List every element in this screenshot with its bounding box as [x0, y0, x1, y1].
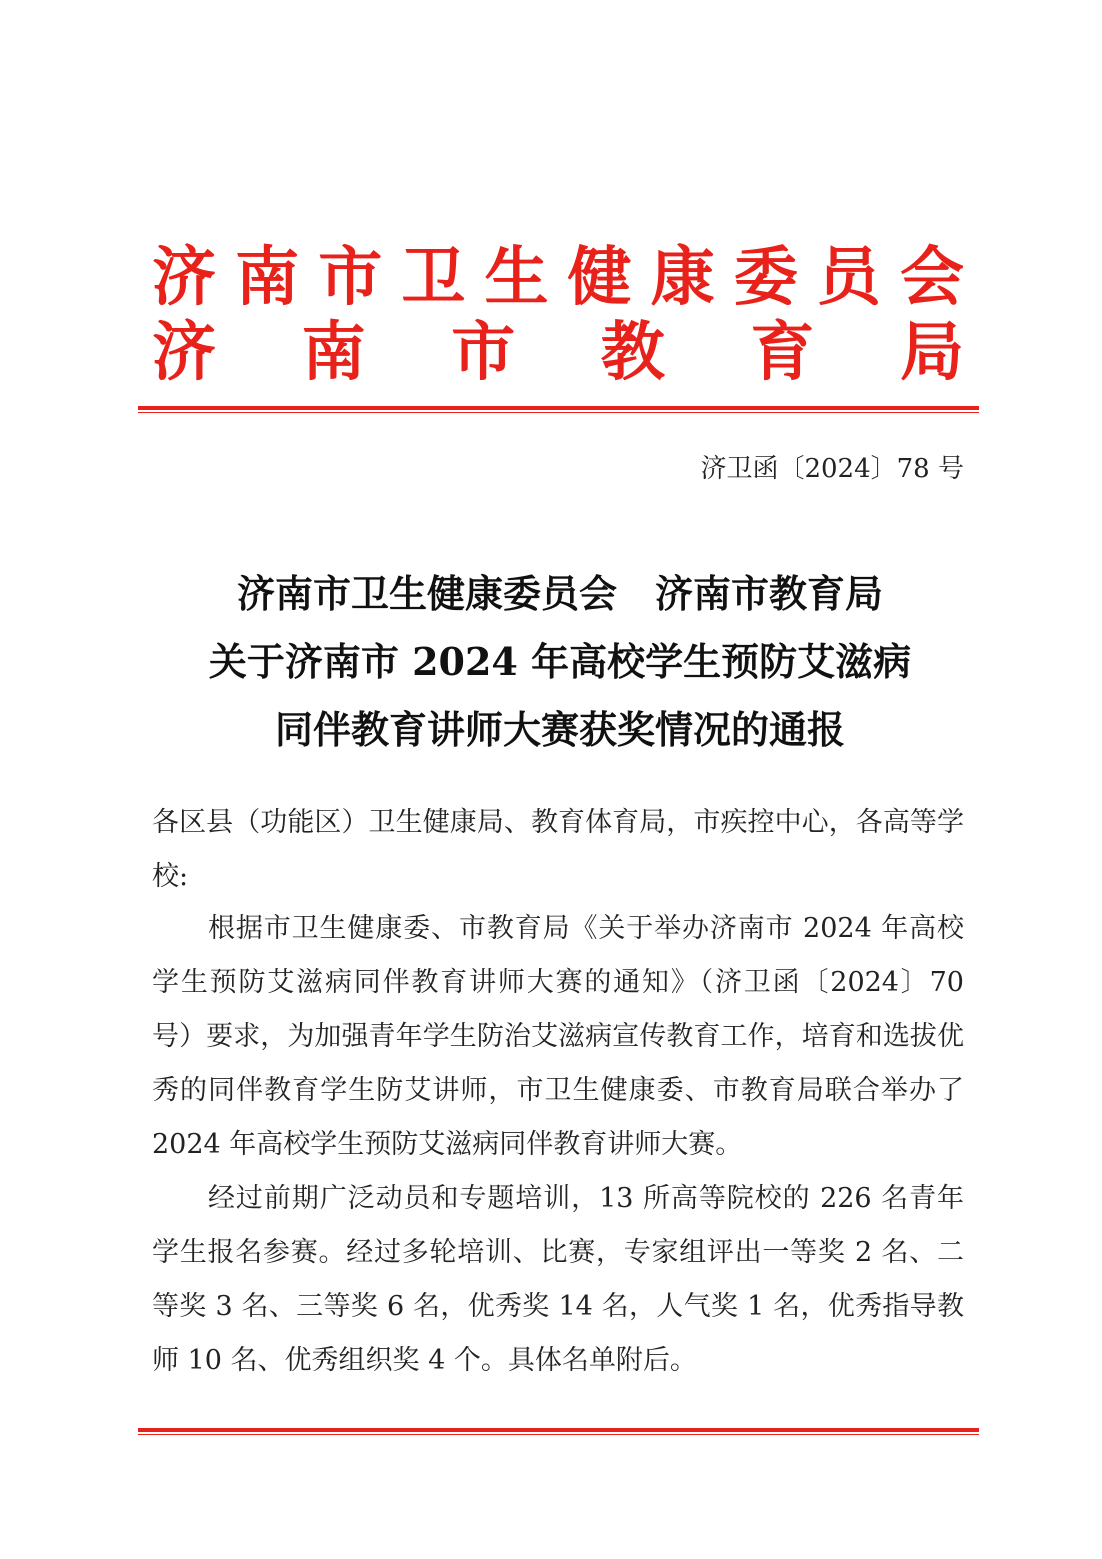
body-paragraph: 经过前期广泛动员和专题培训，13 所高等院校的 226 名青年学生报名参赛。经过多轮培训、比赛，专家组评出一等奖 2 名、二等奖 3 名、三等奖 6 名，优秀奖 14 名，人气奖 1 名，优秀指导教师 10 名、优秀组织奖 4 个。具体名单附后。 — [152, 1183, 964, 1376]
issuer-char: 局 — [899, 315, 964, 390]
issuer-line-education-bureau — [152, 315, 964, 390]
issuer-char: 济 — [152, 240, 216, 315]
title-line: 济南市卫生健康委员会 济南市教育局 — [236, 571, 883, 616]
issuer-char: 会 — [899, 240, 964, 315]
issuer-char: 员 — [816, 240, 881, 315]
issuer-char: 委 — [733, 240, 798, 315]
red-footer-divider — [138, 1428, 979, 1435]
issuer-line-health-commission — [152, 240, 964, 315]
issuer-char: 生 — [484, 240, 549, 315]
issuer-char: 卫 — [401, 240, 466, 315]
title-line: 同伴教育讲师大赛获奖情况的通报 — [274, 707, 845, 752]
issuer-char: 育 — [750, 315, 815, 390]
body-paragraph: 根据市卫生健康委、市教育局《关于举办济南市 2024 年高校学生预防艾滋病同伴教育讲师大赛的通知》（济卫函〔2024〕70 号）要求，为加强青年学生防治艾滋病宣传教育工作，培育和选拔优秀的同伴教育学生防艾讲师，市卫生健康委、市教育局联合举办了 2024 年高校学生预防艾滋病同伴教育讲师大赛。 — [152, 913, 964, 1160]
issuer-char: 济 — [152, 315, 216, 390]
document-title — [100, 560, 1020, 764]
issuer-char: 康 — [650, 240, 715, 315]
issuer-char: 教 — [600, 315, 665, 390]
issuer-char: 市 — [318, 240, 383, 315]
addressee: 各区县（功能区）卫生健康局、教育体育局，市疾控中心，各高等学校: — [152, 807, 964, 892]
red-header-divider — [138, 406, 979, 413]
issuer-char: 健 — [567, 240, 632, 315]
issuer-char: 南 — [235, 240, 300, 315]
issuer-char: 南 — [301, 315, 366, 390]
title-line: 关于济南市 2024 年高校学生预防艾滋病 — [208, 639, 912, 684]
document-number: 济卫函〔2024〕78 号 — [700, 454, 964, 484]
issuer-char: 市 — [451, 315, 516, 390]
